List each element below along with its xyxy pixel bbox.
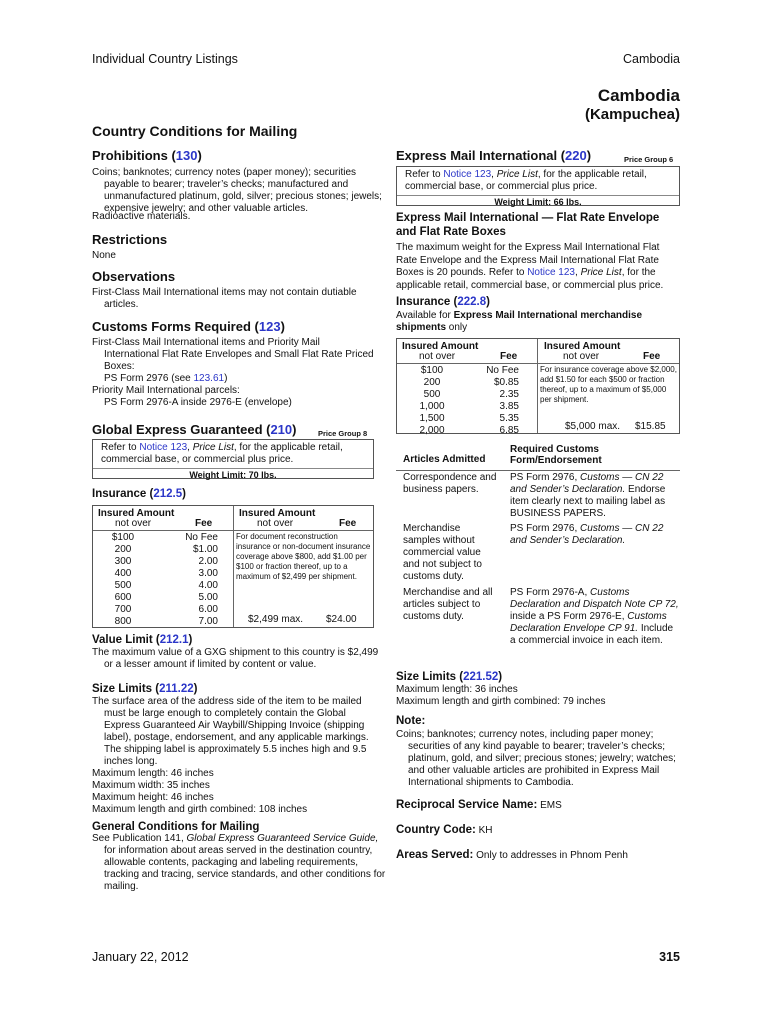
value-limit-heading: Value Limit (212.1): [92, 634, 193, 646]
page-title: Cambodia: [597, 86, 680, 105]
emi-max-fee: $15.85: [635, 421, 666, 432]
article-row-2-item: Merchandise samples without commercial value and not subject to customs duty.: [403, 523, 482, 582]
gxg-fees: No Fee $1.00 2.00 3.00 4.00 5.00 6.00 7.00: [185, 532, 218, 627]
emi-note-box: Refer to Notice 123, Price List, for the applicable retail, commercial base, or commercial plus price. Weight Limit: 66 lbs.: [396, 166, 680, 206]
emi-heading: Express Mail International (220): [396, 148, 592, 163]
gxg-insurance-heading: Insurance (212.5): [92, 488, 186, 500]
gxg-size-heading: Size Limits (211.22): [92, 683, 198, 695]
customs-form-link[interactable]: 123.61: [193, 373, 225, 384]
page-subtitle: (Kampuchea): [584, 106, 680, 123]
value-limit-text: The maximum value of a GXG shipment to this country is $2,499 or a lesser amount if limited by content or value.: [92, 647, 379, 670]
article-row-3-item: Merchandise and all articles subject to customs duty.: [403, 587, 493, 622]
col-insured-amount: Insured Amount: [98, 508, 175, 519]
prohibitions-heading: Prohibitions (130): [92, 148, 202, 163]
gxg-link[interactable]: 210: [270, 422, 293, 437]
emi-link[interactable]: 220: [565, 148, 587, 163]
emi-insurance-heading: Insurance (222.8): [396, 296, 490, 308]
gxg-weight-limit: Weight Limit: 70 lbs.: [93, 468, 373, 481]
gxg-amounts: $100 200 300 400 500 600 700 800: [111, 532, 135, 627]
col-insured-amount: Insured Amount: [402, 341, 479, 352]
running-header-left: Individual Country Listings: [92, 52, 238, 66]
restrictions-text: None: [92, 250, 116, 261]
areas-served-value: Only to addresses in Phnom Penh: [476, 850, 628, 861]
col-fee-2: Fee: [339, 518, 357, 529]
col-fee-2: Fee: [643, 351, 661, 362]
article-row-2-form: PS Form 2976, Customs — CN 22 and Sender’s Declaration.: [510, 523, 664, 546]
emi-insurance-note: For insurance coverage above $2,000, add $1.50 for each $500 or fraction thereof, up to a maximum of $5,000 per shipment.: [540, 365, 677, 404]
articles-head-2b: Form/Endorsement: [510, 455, 602, 466]
col-fee: Fee: [195, 518, 213, 529]
prohibitions-text-2: Radioactive materials.: [92, 211, 191, 222]
col-fee: Fee: [500, 351, 518, 362]
observations-heading: Observations: [92, 269, 176, 284]
country-code-value: KH: [478, 825, 493, 836]
gxg-price-group: Price Group 8: [318, 429, 368, 438]
emi-insurance-availability: Available for Express Mail International merchandise shipments only: [396, 310, 643, 333]
col-not-over: not over: [419, 351, 456, 362]
customs-link[interactable]: 123: [258, 319, 281, 334]
gxg-insurance-table: [92, 505, 374, 628]
footer-date: January 22, 2012: [92, 950, 189, 964]
gxg-insurance-link[interactable]: 212.5: [153, 488, 183, 500]
areas-served: Areas Served: Only to addresses in Phnom Penh: [396, 849, 628, 861]
article-row-3-form: PS Form 2976-A, Customs Declaration and Dispatch Note CP 72, inside a PS Form 2976-E, Customs Declaration Envelope CP 91. Include a commercial invoice in each item.: [510, 587, 679, 646]
gxg-note-box: Refer to Notice 123, Price List, for the applicable retail, commercial base, or commercial plus price. Weight Limit: 70 lbs.: [92, 439, 374, 479]
col-not-over: not over: [115, 518, 152, 529]
emi-amounts: $100 200 500 1,000 1,500 2,000: [419, 365, 445, 436]
gxg-notice-link[interactable]: Notice 123: [139, 442, 188, 453]
flat-rate-heading: Express Mail International — Flat Rate Envelope and Flat Rate Boxes: [396, 212, 660, 238]
emi-size-l2: Maximum length and girth combined: 79 inches: [396, 696, 606, 707]
col-not-over-2: not over: [563, 351, 600, 362]
reciprocal-service: Reciprocal Service Name: EMS: [396, 799, 562, 811]
value-limit-link[interactable]: 212.1: [159, 634, 189, 646]
flat-rate-text: The maximum weight for the Express Mail International Flat Rate Envelope and the Express Mail International Flat Rate Boxes is 20 pounds. Refer to Notice 123, Price List, for the applicable retail, commercial base, or commercial plus price.: [396, 242, 664, 291]
observations-text: First-Class Mail International items may not contain dutiable articles.: [92, 287, 357, 310]
page-number: 315: [659, 950, 680, 964]
article-row-1-form: PS Form 2976, Customs — CN 22 and Sender’s Declaration. Endorse item clearly next to mailing label as BUSINESS PAPERS.: [510, 472, 666, 519]
gxg-max-fee: $24.00: [326, 614, 357, 625]
reciprocal-service-value: EMS: [540, 800, 562, 811]
col-insured-amount-2: Insured Amount: [544, 341, 621, 352]
customs-heading: Customs Forms Required (123): [92, 319, 285, 334]
article-row-1-item: Correspondence and business papers.: [403, 472, 497, 495]
customs-text: First-Class Mail International items and Priority Mail International Flat Rate Envelopes and Small Flat Rate Priced Boxes: PS Form 2976 (see 123.61) Priority Mail International parcels: PS Form 2976-A inside 2976-E (envelope): [92, 337, 374, 408]
gxg-size-text: The surface area of the address side of the item to be mailed must be large enough to completely contain the Global Express Guaranteed Air Waybill/Shipping Invoice (shipping label), postage, endorsement, and any applicable markings. The shipping label is approximately 5.5 inches high and 9.5 inches long. Maximum length: 46 inches Maximum width: 35 inches Maximum height: 46 inches Maximum length and girth combined: 108 inches: [92, 696, 369, 815]
country-code: Country Code: KH: [396, 824, 493, 836]
emi-notice-link[interactable]: Notice 123: [443, 169, 492, 180]
general-conditions-heading: General Conditions for Mailing: [92, 821, 260, 833]
emi-size-l1: Maximum length: 36 inches: [396, 684, 518, 695]
col-not-over-2: not over: [257, 518, 294, 529]
articles-head-1: Articles Admitted: [403, 454, 486, 465]
note-text: Coins; banknotes; currency notes, including paper money; securities of any kind payable to bearer; traveler’s checks; platinum, gold, and silver; precious stones; jewelry; watches; and other valuable articles are prohibited in Express Mail International shipments to Cambodia.: [396, 729, 676, 788]
running-header-right: Cambodia: [623, 52, 680, 66]
col-insured-amount-2: Insured Amount: [239, 508, 316, 519]
general-conditions-text: See Publication 141, Global Express Guaranteed Service Guide, for information about areas served in the destination country, allowable contents, packaging and labeling requirements, tracking and tracing, service standards, and other conditions for mailing.: [92, 833, 386, 892]
emi-size-heading: Size Limits (221.52): [396, 671, 503, 683]
emi-fees: No Fee $0.85 2.35 3.85 5.35 6.85: [486, 365, 519, 436]
gxg-size-link[interactable]: 211.22: [159, 683, 194, 695]
articles-head-2a: Required Customs: [510, 444, 599, 455]
prohibitions-link[interactable]: 130: [175, 148, 198, 163]
restrictions-heading: Restrictions: [92, 232, 168, 247]
gxg-heading: Global Express Guaranteed (210): [92, 422, 297, 437]
emi-insurance-link[interactable]: 222.8: [457, 296, 487, 308]
emi-weight-limit: Weight Limit: 66 lbs.: [397, 195, 679, 208]
flat-rate-notice-link[interactable]: Notice 123: [527, 267, 575, 278]
prohibitions-text: Coins; banknotes; currency notes (paper money); securities payable to bearer; traveler’s checks; manufactured and unmanufactured platinum, gold, silver; precious stones; jewels; expensive jewelry; and other valuable articles.: [92, 167, 382, 214]
note-heading: Note:: [396, 715, 426, 727]
emi-insurance-table: [396, 338, 680, 434]
conditions-title: Country Conditions for Mailing: [92, 123, 298, 139]
emi-max: $5,000 max.: [565, 421, 621, 432]
emi-price-group: Price Group 6: [624, 155, 674, 164]
gxg-insurance-note: For document reconstruction insurance or non-document insurance coverage above $800, add $1.00 per $100 or fraction thereof, up to a maximum of $2,499 per shipment.: [236, 532, 371, 581]
emi-size-link[interactable]: 221.52: [463, 671, 499, 683]
gxg-max: $2,499 max.: [248, 614, 304, 625]
